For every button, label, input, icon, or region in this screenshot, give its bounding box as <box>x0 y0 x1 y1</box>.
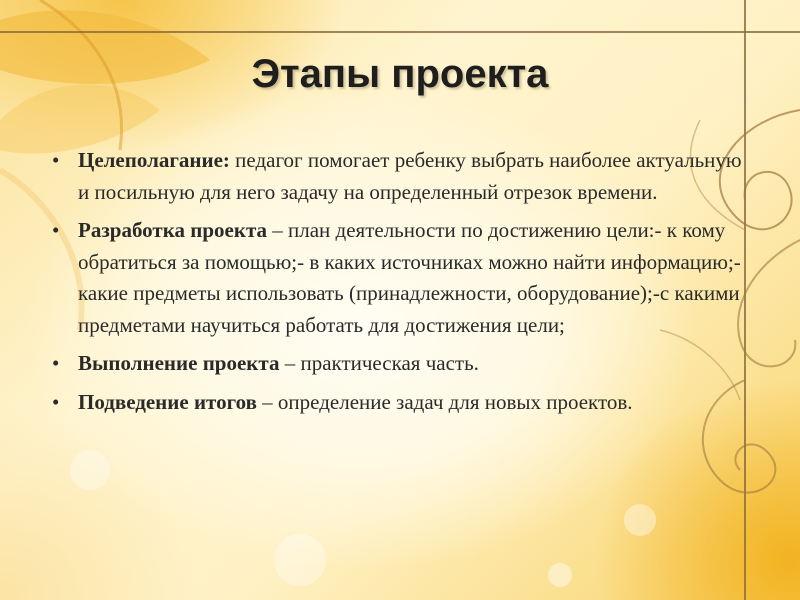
bullet-icon: • <box>52 351 60 375</box>
item-term: Целеполагание: <box>78 148 230 172</box>
stages-list <box>50 145 750 418</box>
bullet-icon: • <box>52 148 60 172</box>
sparkle <box>70 450 110 490</box>
item-text: – определение задач для новых проектов. <box>256 389 633 414</box>
list-item <box>50 348 750 380</box>
bullet-icon: • <box>52 389 60 414</box>
item-text: педагог помогает ребенку выбрать наиболее актуальную и посильную для него задачу на определенный отрезок времени. <box>78 148 742 204</box>
list-item <box>50 387 750 419</box>
item-text: – план деятельности по достижению цели:- к кому обратиться за помощью;- в каких источниках можно найти информацию;- какие предметы использовать (принадлежности, оборудование);-с какими предметами научиться работать для достижения цели; <box>78 218 741 337</box>
item-term: Разработка проекта <box>78 218 268 242</box>
slide-content <box>50 145 750 425</box>
sparkle <box>624 504 656 536</box>
sparkle <box>274 534 326 586</box>
list-item <box>50 145 750 208</box>
item-term: Подведение итогов <box>78 389 257 414</box>
item-text: – практическая часть. <box>279 351 479 375</box>
list-item <box>50 215 750 341</box>
item-term: Выполнение проекта <box>78 351 280 375</box>
sparkle <box>548 563 572 587</box>
bullet-icon: • <box>52 218 60 242</box>
slide-title: Этапы проекта <box>251 52 549 96</box>
